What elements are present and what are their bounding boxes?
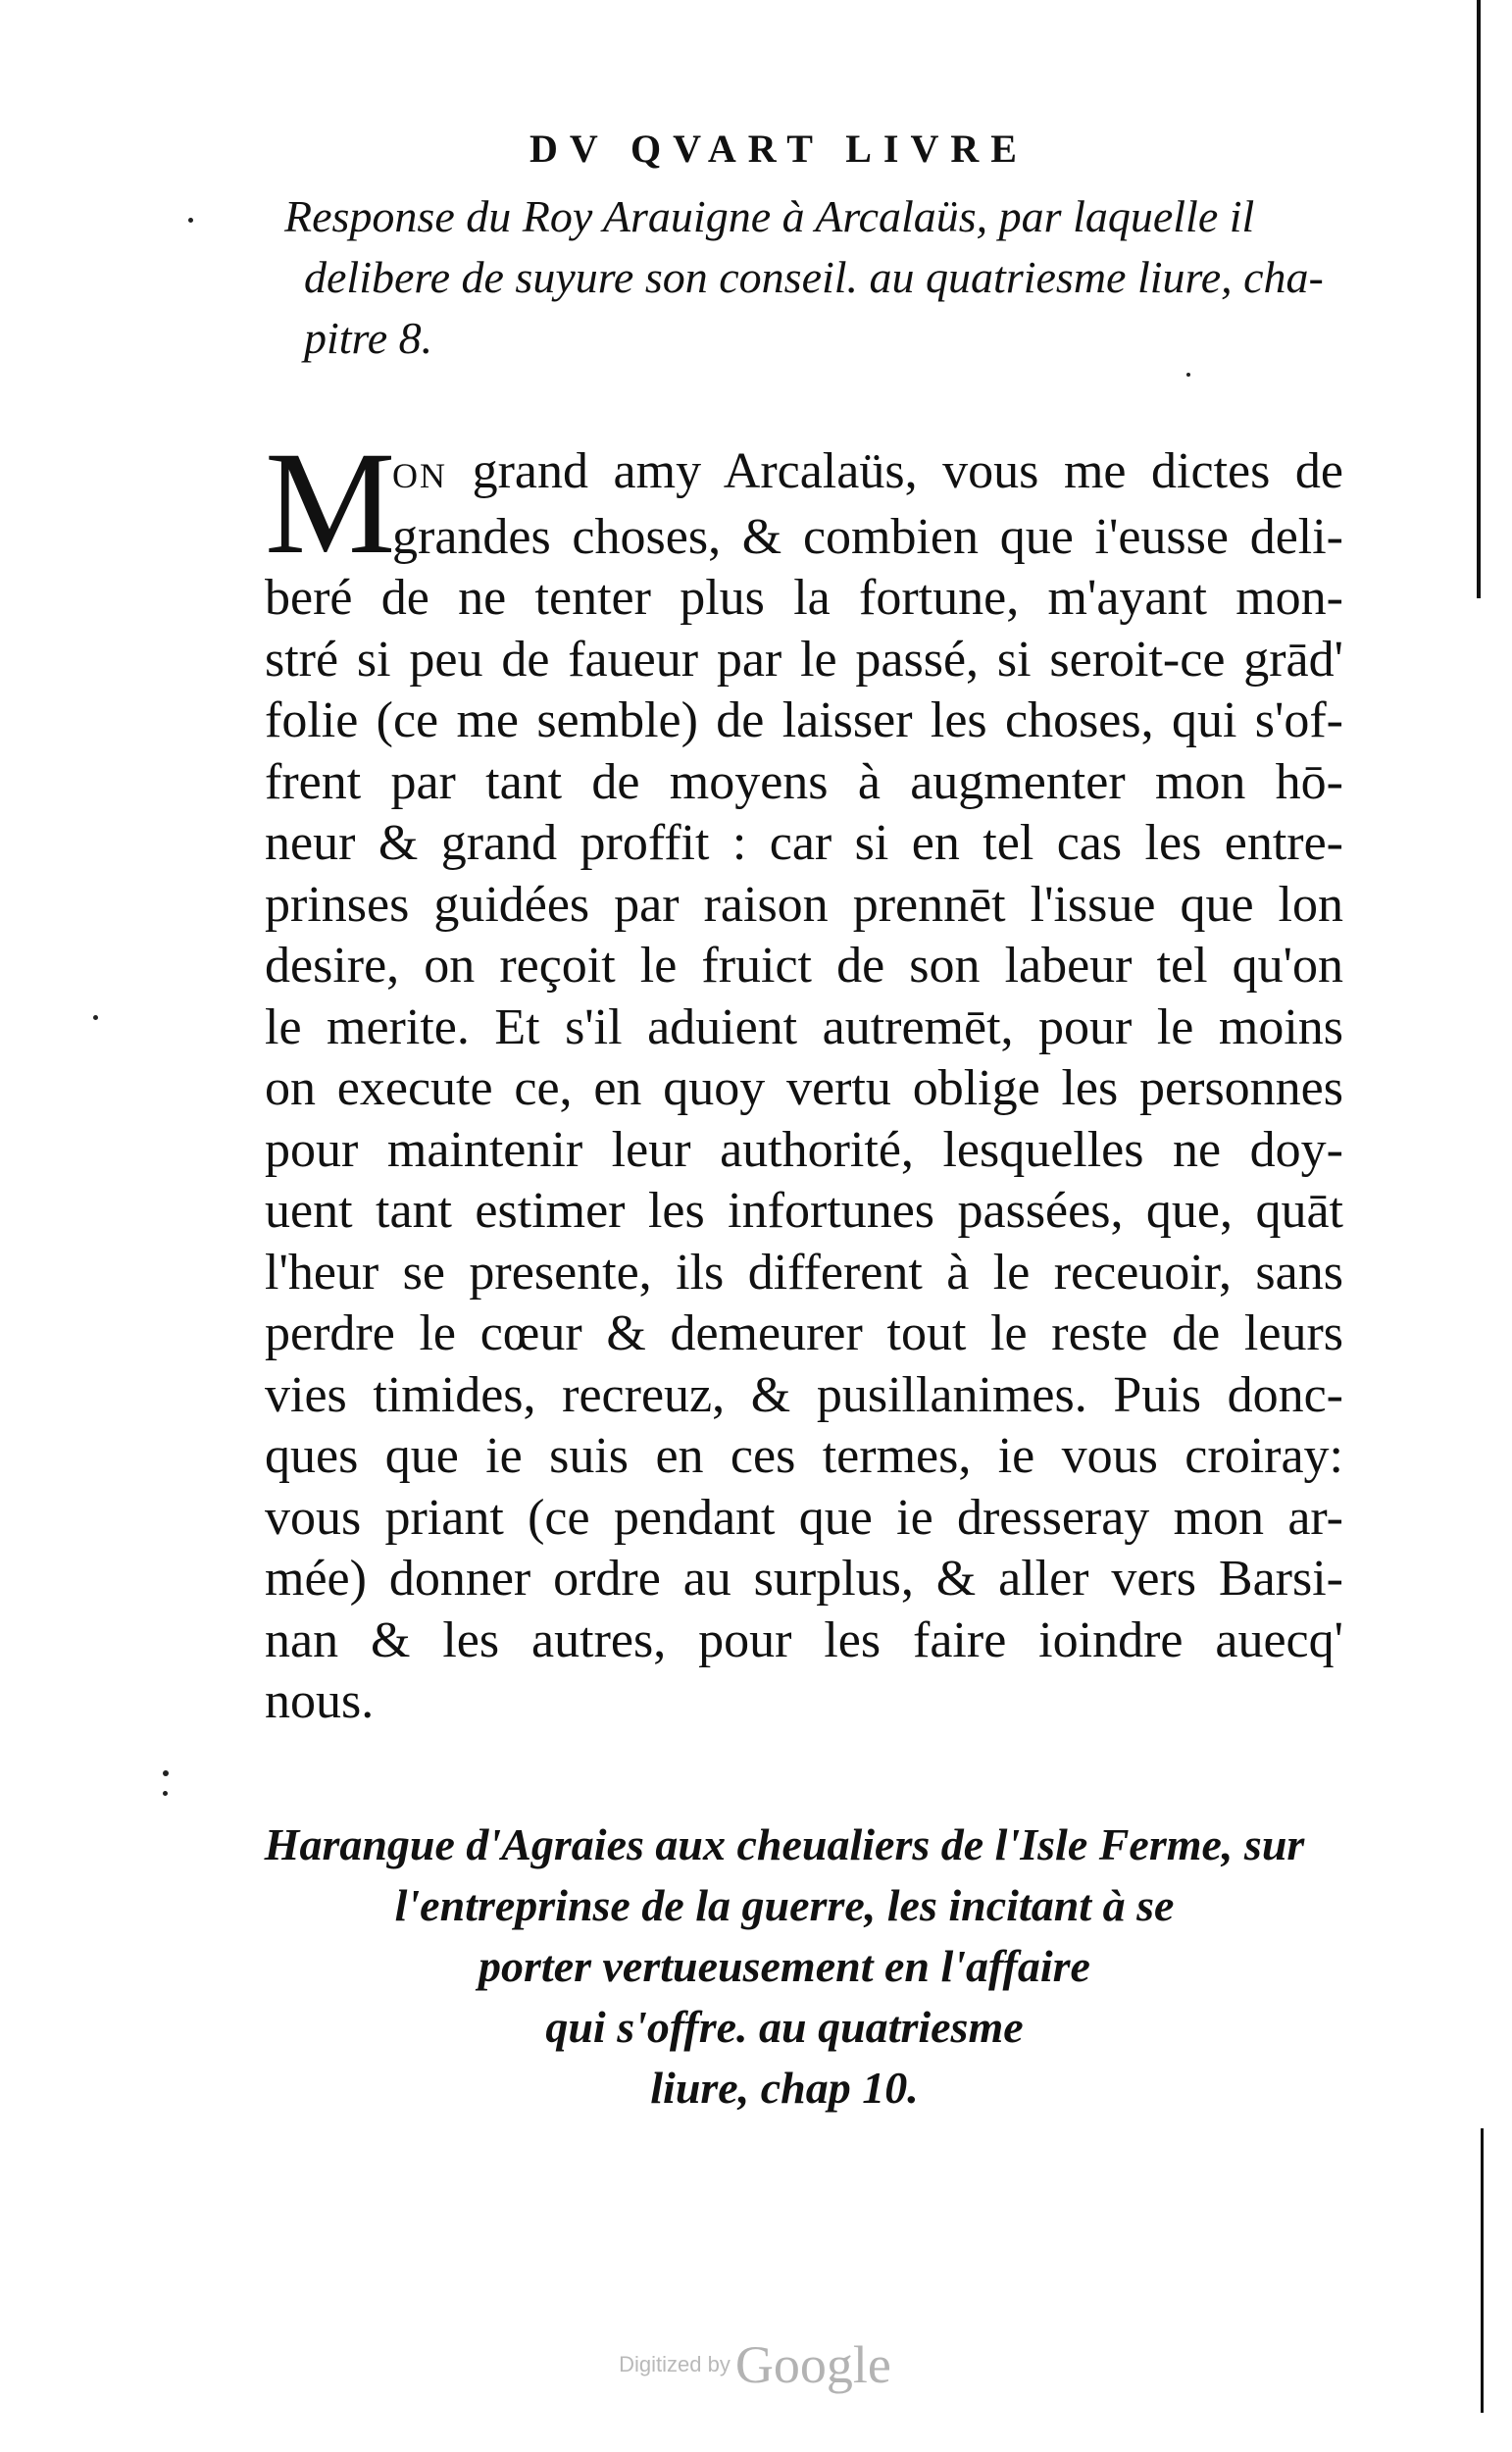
scan-speck <box>1186 373 1190 377</box>
digitized-watermark <box>579 2334 932 2395</box>
body-line: desire, on reçoit le fruict de son labeur tel qu'on <box>265 938 1343 994</box>
chapter-heading <box>284 186 1392 369</box>
running-head: DV QVART LIVRE <box>529 127 1029 171</box>
body-line: beré de ne tenter plus la fortune, m'ayant mon- <box>265 570 1343 626</box>
body-line: le merite. Et s'il aduient autremēt, pour le moins <box>265 998 1343 1055</box>
body-line: on execute ce, en quoy vertu oblige les personnes <box>265 1060 1343 1116</box>
body-line: perdre le cœur & demeurer tout le reste de leurs <box>265 1305 1343 1361</box>
body-line: stré si peu de faueur par le passé, si seroit-ce grād' <box>265 631 1343 688</box>
next-heading-line: porter vertueusement en l'affaire <box>479 1941 1090 1991</box>
next-chapter-heading <box>245 1814 1324 2119</box>
body-line: neur & grand proffit : car si en tel cas les entre- <box>265 815 1343 871</box>
page-edge-line-bottom <box>1481 2128 1484 2413</box>
body-line: grandes choses, & combien que i'eusse deli- <box>392 508 1343 565</box>
body-line: vous priant (ce pendant que ie dresseray mon ar- <box>265 1489 1343 1546</box>
body-line: l'heur se presente, ils different à le receuoir, sans <box>265 1244 1343 1301</box>
body-line-last: nous. <box>265 1673 375 1729</box>
scan-speck <box>188 218 193 223</box>
body-line: uent tant estimer les infortunes passées, que, quāt <box>265 1183 1343 1239</box>
body-line <box>265 441 1343 507</box>
chapter-heading-line: pitre 8. <box>304 313 433 363</box>
body-line: nan & les autres, pour les faire ioindre auecq' <box>265 1611 1343 1668</box>
next-heading-line: liure, chap 10. <box>650 2063 919 2113</box>
body-line-text: grand amy Arcalaüs, vous me dictes de <box>472 443 1344 499</box>
watermark-digitized-text: Digitized by <box>619 2352 731 2376</box>
body-line: prinses guidées par raison prennēt l'issue que lon <box>265 876 1343 933</box>
body-paragraph <box>265 422 1344 1733</box>
body-line: folie (ce me semble) de laisser les choses, qui s'of- <box>265 692 1343 748</box>
body-line: frent par tant de moyens à augmenter mon hō- <box>265 753 1343 810</box>
scan-speck <box>163 1791 168 1796</box>
next-heading-line: Harangue d'Agraies aux cheualiers de l'Isle Ferme, sur <box>264 1819 1305 1869</box>
scan-speck <box>93 1015 98 1020</box>
chapter-heading-line: delibere de suyure son conseil. au quatriesme liure, cha- <box>304 252 1324 302</box>
next-heading-line: l'entreprinse de la guerre, les incitant à se <box>394 1880 1175 1930</box>
small-caps-opening: ON <box>392 456 447 495</box>
body-line: mée) donner ordre au surplus, & aller vers Barsi- <box>265 1551 1343 1607</box>
body-line: pour maintenir leur authorité, lesquelles ne doy- <box>265 1121 1343 1178</box>
google-logo: Google <box>734 2335 891 2394</box>
drop-cap: M <box>265 422 396 585</box>
body-line: vies timides, recreuz, & pusillanimes. Puis donc- <box>265 1366 1343 1423</box>
body-line: ques que ie suis en ces termes, ie vous croiray: <box>265 1428 1343 1484</box>
next-heading-line: qui s'offre. au quatriesme <box>545 2002 1024 2052</box>
scan-speck <box>163 1770 169 1776</box>
chapter-heading-line: Response du Roy Arauigne à Arcalaüs, par laquelle il <box>284 191 1255 241</box>
page-edge-line-top <box>1477 0 1481 598</box>
